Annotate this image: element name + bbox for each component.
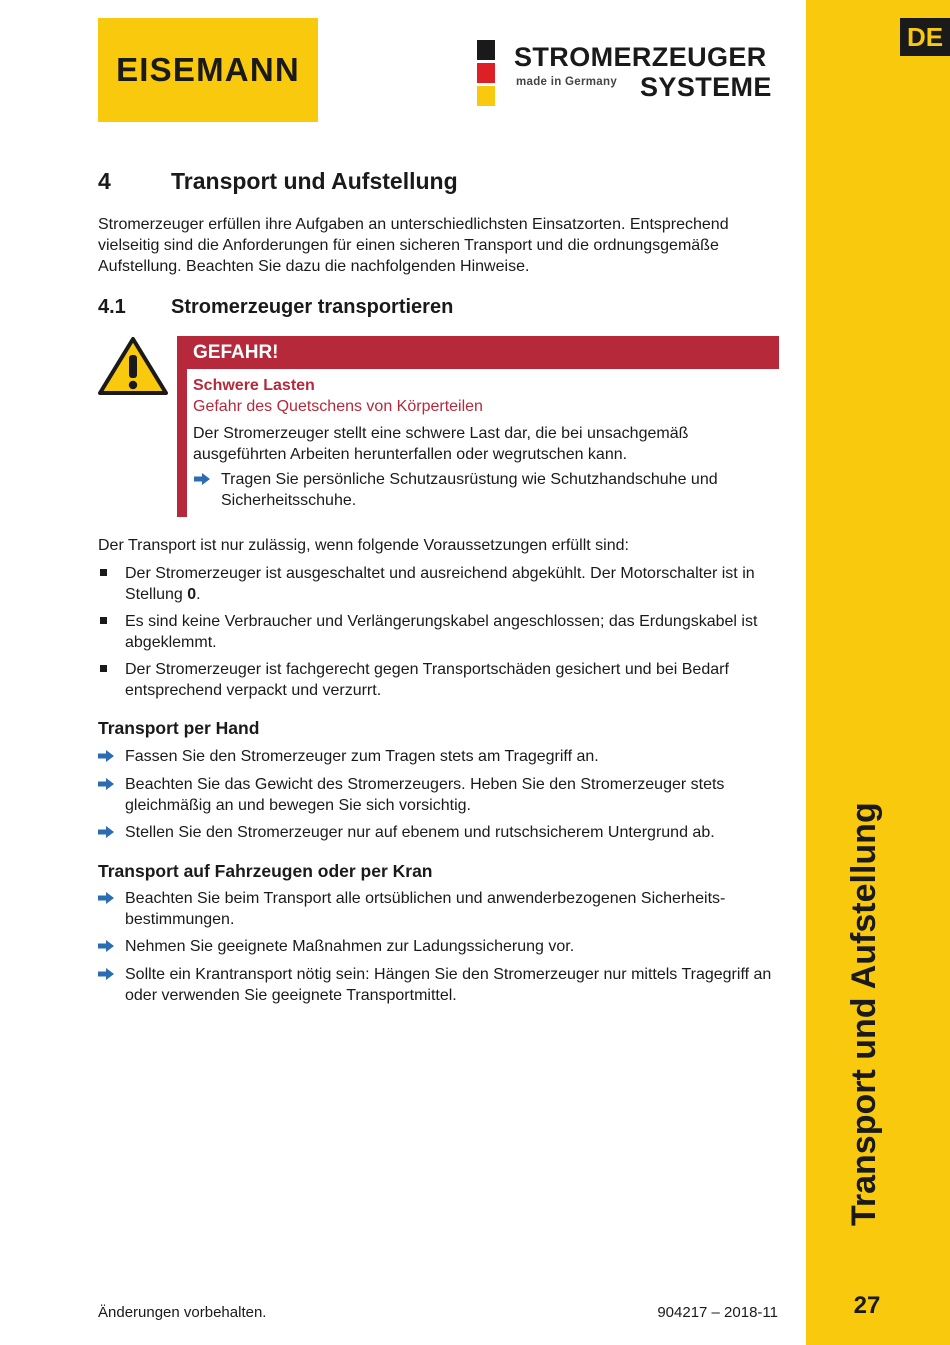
section-heading xyxy=(98,168,458,195)
subsection-title: Stromerzeuger transportieren xyxy=(171,296,454,318)
list-item xyxy=(98,746,778,767)
section-number: 4 xyxy=(98,168,111,194)
logo-text: EISEMANN xyxy=(116,51,300,88)
danger-label: GEFAHR! xyxy=(177,336,779,369)
section-intro: Stromerzeuger erfüllen ihre Aufgaben an unterschiedlichsten Einsatzorten. Entsprechend vielseitig sind die Anforderungen für einen sicheren Transport und die ordnungsgemäße Aufstellung. Beachten Sie dazu die nachfolgenden Hinweise. xyxy=(98,216,729,275)
arrow-right-icon xyxy=(98,750,114,762)
list-item xyxy=(98,936,778,957)
danger-subtitle: Gefahr des Quetschens von Körperteilen xyxy=(193,398,483,415)
arrow-right-icon xyxy=(98,892,114,904)
list-item-text: Beachten Sie das Gewicht des Stromerzeugers. Heben Sie den Stromerzeuger stets gleichmäßig an und bewegen Sie sich vorsichtig. xyxy=(125,776,725,814)
brand-line-2: SYSTEME xyxy=(640,72,772,102)
list-item-text: Beachten Sie beim Transport alle ortsüblichen und anwenderbezogenen Sicherheitsbestimmungen. xyxy=(125,890,726,928)
by-hand-heading: Transport per Hand xyxy=(98,718,260,738)
list-item-text: Der Stromerzeuger ist fachgerecht gegen Transportschäden gesichert und bei Bedarf entsprechend verpackt und verzurrt. xyxy=(125,661,729,699)
list-item-text: Fassen Sie den Stromerzeuger zum Tragen stets am Tragegriff an. xyxy=(125,748,599,765)
danger-title: Schwere Lasten xyxy=(193,377,315,394)
square-bullet-icon xyxy=(100,569,107,576)
footer-doc-number: 904217 – 2018-11 xyxy=(657,1304,778,1321)
german-flag-icon xyxy=(477,40,495,109)
sidebar-chapter-title: Transport und Aufstellung xyxy=(845,802,883,1226)
page-number: 27 xyxy=(853,1292,881,1319)
list-item-text: Nehmen Sie geeignete Maßnahmen zur Ladungssicherung vor. xyxy=(125,938,575,955)
list-item-text: Stellen Sie den Stromerzeuger nur auf ebenem und rutschsicherem Untergrund ab. xyxy=(125,824,715,841)
list-item xyxy=(98,659,778,701)
list-item xyxy=(98,888,778,930)
arrow-right-icon xyxy=(194,473,210,485)
list-item xyxy=(98,822,778,843)
danger-body: Der Stromerzeuger stellt eine schwere Last dar, die bei unsachgemäß ausgeführten Arbeiten herunterfallen oder wegrutschen kann. xyxy=(193,425,689,463)
list-item xyxy=(98,964,778,1006)
arrow-right-icon xyxy=(98,778,114,790)
list-item-text: Es sind keine Verbraucher und Verlängerungskabel angeschlossen; das Erdungskabel ist abgeklemmt. xyxy=(125,613,758,651)
list-item-text: Sollte ein Krantransport nötig sein: Hängen Sie den Stromerzeuger nur mittels Tragegriff an oder verwenden Sie geeignete Transportmittel. xyxy=(125,966,772,1004)
square-bullet-icon xyxy=(100,617,107,624)
list-item xyxy=(98,563,778,605)
eisemann-logo xyxy=(98,18,318,122)
list-item xyxy=(98,611,778,653)
by-vehicle-heading: Transport auf Fahrzeugen oder per Kran xyxy=(98,861,433,881)
danger-action-text: Tragen Sie persönliche Schutzausrüstung wie Schutzhandschuhe und Sicherheitsschuhe. xyxy=(221,471,718,509)
brand-line-1: STROMERZEUGER xyxy=(514,42,767,72)
subsection-heading xyxy=(98,296,453,319)
brand-subline: made in Germany xyxy=(516,76,618,88)
requirements-intro: Der Transport ist nur zulässig, wenn folgende Voraussetzungen erfüllt sind: xyxy=(98,537,629,554)
list-item xyxy=(98,774,778,816)
list-item-text: Der Stromerzeuger ist ausgeschaltet und ausreichend abgekühlt. Der Motorschalter ist in Stellung 0. xyxy=(125,565,755,603)
arrow-right-icon xyxy=(98,940,114,952)
subsection-number: 4.1 xyxy=(98,296,126,318)
section-title: Transport und Aufstellung xyxy=(171,168,458,194)
language-badge: DE xyxy=(900,18,950,56)
warning-triangle-icon xyxy=(97,336,169,396)
arrow-right-icon xyxy=(98,826,114,838)
arrow-right-icon xyxy=(98,968,114,980)
footer-note: Änderungen vorbehalten. xyxy=(98,1304,267,1321)
square-bullet-icon xyxy=(100,665,107,672)
